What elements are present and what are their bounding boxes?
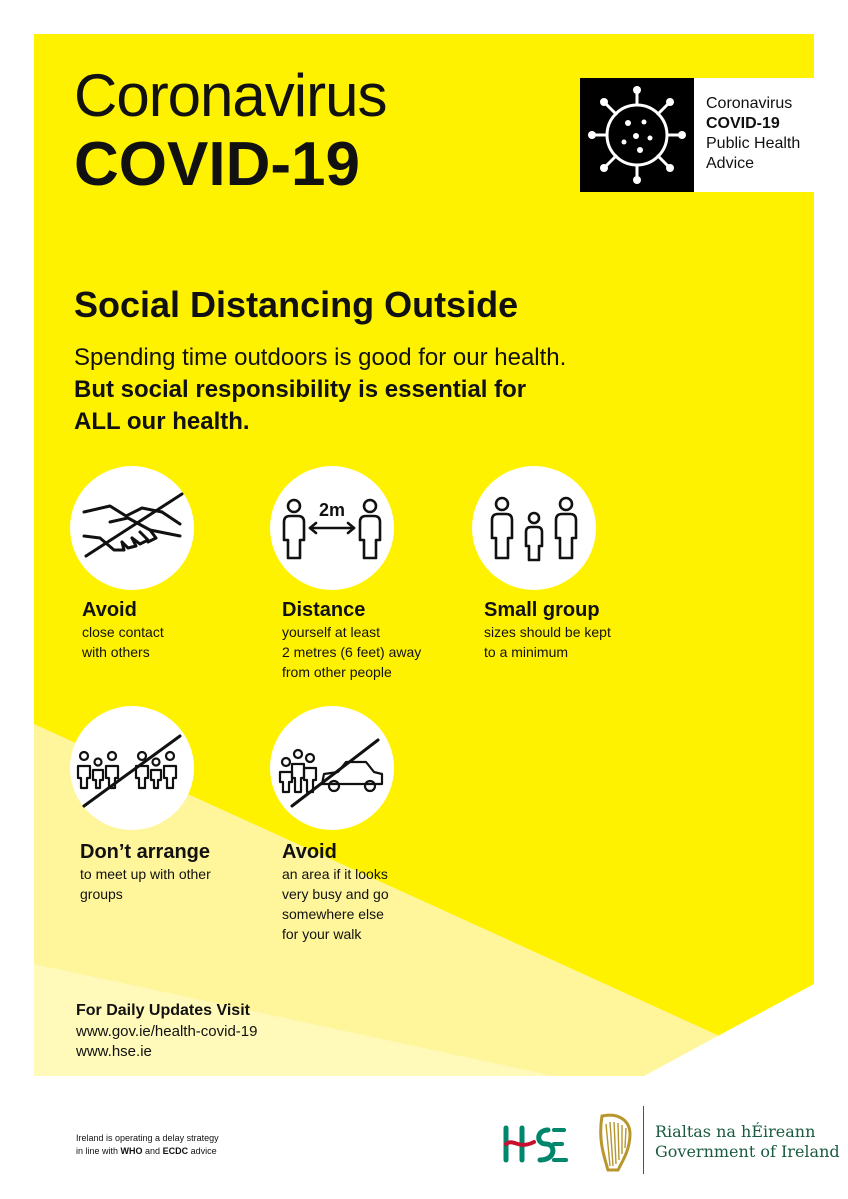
item-heading: Avoid bbox=[82, 599, 137, 621]
badge-line1: Coronavirus bbox=[706, 95, 793, 112]
crossed-handshake-icon bbox=[70, 466, 194, 590]
distance-label: 2m bbox=[318, 500, 346, 520]
item-line: an area if it looks bbox=[282, 866, 388, 882]
delay-strategy-note bbox=[76, 1132, 219, 1158]
who-label: WHO bbox=[120, 1146, 143, 1156]
small-group-icon bbox=[472, 466, 596, 590]
note-line2: in line with WHO and ECDC advice bbox=[76, 1146, 217, 1156]
crossed-busy-area-icon bbox=[270, 706, 394, 830]
badge-line4: Advice bbox=[706, 155, 755, 172]
logo-divider bbox=[643, 1106, 644, 1174]
virus-icon bbox=[580, 78, 694, 192]
item-line: very busy and go bbox=[282, 886, 389, 902]
hse-logo bbox=[500, 1116, 570, 1172]
item-line: close contact bbox=[82, 624, 164, 640]
daily-updates bbox=[76, 1000, 257, 1062]
item-dont-arrange bbox=[80, 840, 270, 904]
item-line: sizes should be kept bbox=[484, 624, 611, 640]
item-line: to meet up with other bbox=[80, 866, 211, 882]
item-line: somewhere else bbox=[282, 906, 384, 922]
badge-line2: COVID-19 bbox=[706, 115, 780, 132]
intro-line1: Spending time outdoors is good for our health. bbox=[74, 344, 567, 371]
ecdc-label: ECDC bbox=[162, 1146, 189, 1156]
item-avoid-busy-area bbox=[282, 840, 472, 944]
updates-heading: For Daily Updates Visit bbox=[76, 1002, 250, 1019]
badge-line3: Public Health bbox=[706, 135, 801, 152]
item-line: for your walk bbox=[282, 926, 362, 942]
intro-line2: But social responsibility is essential for bbox=[74, 376, 527, 403]
intro-text bbox=[74, 342, 566, 438]
item-avoid-contact bbox=[82, 598, 272, 662]
item-line: yourself at least bbox=[282, 624, 381, 640]
intro-line3: ALL our health. bbox=[74, 408, 250, 435]
item-heading: Distance bbox=[282, 599, 366, 621]
item-small-group bbox=[484, 598, 674, 662]
poster bbox=[34, 34, 814, 1076]
two-metre-distance-icon bbox=[270, 466, 394, 590]
item-line: from other people bbox=[282, 664, 392, 680]
item-heading: Small group bbox=[484, 599, 600, 621]
item-heading: Don’t arrange bbox=[80, 841, 211, 863]
hse-link[interactable]: www.hse.ie bbox=[76, 1043, 152, 1060]
note-line1: Ireland is operating a delay strategy bbox=[76, 1133, 219, 1143]
item-line: groups bbox=[80, 886, 123, 902]
title-coronavirus: Coronavirus bbox=[74, 62, 387, 129]
crossed-groups-icon bbox=[70, 706, 194, 830]
title-covid-19: COVID-19 bbox=[74, 130, 360, 199]
public-health-badge bbox=[580, 78, 814, 192]
item-line: 2 metres (6 feet) away bbox=[282, 644, 422, 660]
item-line: to a minimum bbox=[484, 644, 569, 660]
gov-irish-name: Rialtas na hÉireann bbox=[655, 1122, 816, 1141]
government-of-ireland-logo bbox=[655, 1122, 840, 1162]
section-title: Social Distancing Outside bbox=[74, 284, 519, 325]
item-distance bbox=[282, 598, 472, 682]
gov-english-name: Government of Ireland bbox=[655, 1142, 840, 1161]
gov-link[interactable]: www.gov.ie/health-covid-19 bbox=[76, 1023, 258, 1040]
item-line: with others bbox=[82, 644, 150, 660]
harp-emblem-icon bbox=[592, 1110, 636, 1174]
item-heading: Avoid bbox=[282, 841, 337, 863]
badge-text bbox=[706, 94, 800, 174]
